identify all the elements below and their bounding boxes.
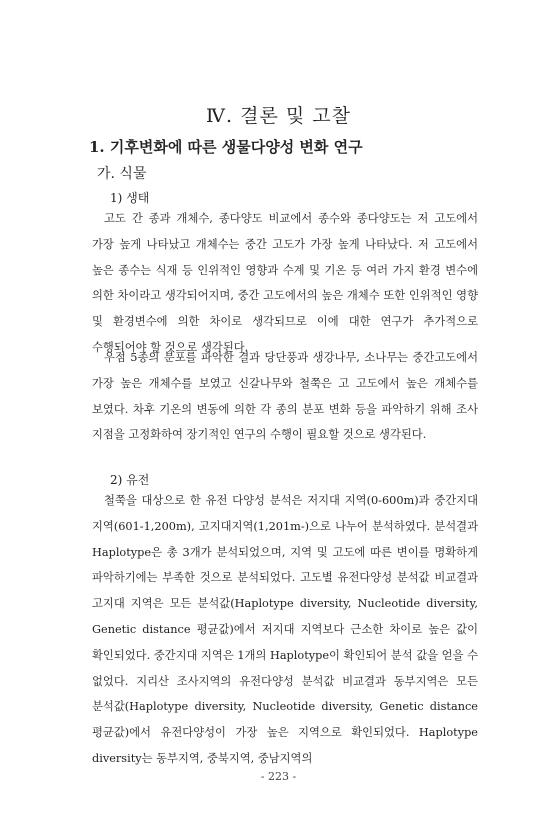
page-number: - 223 - [260, 770, 297, 783]
section-heading: 1. 기후변화에 따른 생물다양성 변화 연구 [89, 138, 363, 156]
paragraph-ecology-1: 고도 간 종과 개체수, 종다양도 비교에서 종수와 종다양도는 저 고도에서 가장 높게 나타났고 개체수는 중간 고도가 가장 높게 나타났다. 저 고도에서 높은 종수는 식재 등 인위적인 영향과 수계 및 기온 등 여러 가지 환경 변수에 의한 차이라고 생각되어지며, 중간 고도에서의 높은 개체수 또한 인위적인 영향 및 환경변수에 의한 차이로 생각되므로 이에 대한 연구가 추가적으로 수행되어야 할 것으로 생각된다. [92, 212, 478, 354]
subsection-heading: 가. 식물 [97, 166, 147, 182]
subsubsection-heading-ecology: 1) 생태 [110, 191, 150, 205]
paragraph-ecology-2: 우점 5종의 분포를 파악한 결과 당단풍과 생강나무, 소나무는 중간고도에서 가장 높은 개체수를 보였고 신갈나무와 철쭉은 고 고도에서 높은 개체수를 보였다. 차후 기온의 변동에 의한 각 종의 분포 변화 등을 파악하기 위해 조사 지점을 고정화하여 장기적인 연구의 수행이 필요할 것으로 생각된다. [92, 351, 478, 442]
subsubsection-heading-genetics: 2) 유전 [110, 473, 150, 487]
chapter-title: Ⅳ. 결론 및 고찰 [206, 105, 351, 127]
paragraph-genetics-1: 철쭉을 대상으로 한 유전 다양성 분석은 저지대 지역(0-600m)과 중간지대 지역(601-1,200m), 고지대지역(1,201m-)으로 나누어 분석하였다. 분석결과 Haplotype은 총 3개가 분석되었으며, 지역 및 고도에 따른 변이를 명확하게 파악하기에는 부족한 것으로 분석되었다. 고도별 유전다양성 분석값 비교결과 고지대 지역은 모든 분석값(Haplotype diversity, Nucleotide diversity, Genetic distance 평균값)에서 저지대 지역보다 근소한 차이로 높은 값이 확인되었다. 중간지대 지역은 1개의 Haplotype이 확인되어 분석 값을 얻을 수 없었다. 지리산 조사지역의 유전다양성 분석값 비교결과 동부지역은 모든 분석값(Haplotype diversity, Nucleotide diversity, Genetic distance 평균값)에서 유전다양성이 가장 높은 지역으로 확인되었다. Haplotype diversity는 동부지역, 중북지역, 중남지역의 [92, 494, 478, 765]
